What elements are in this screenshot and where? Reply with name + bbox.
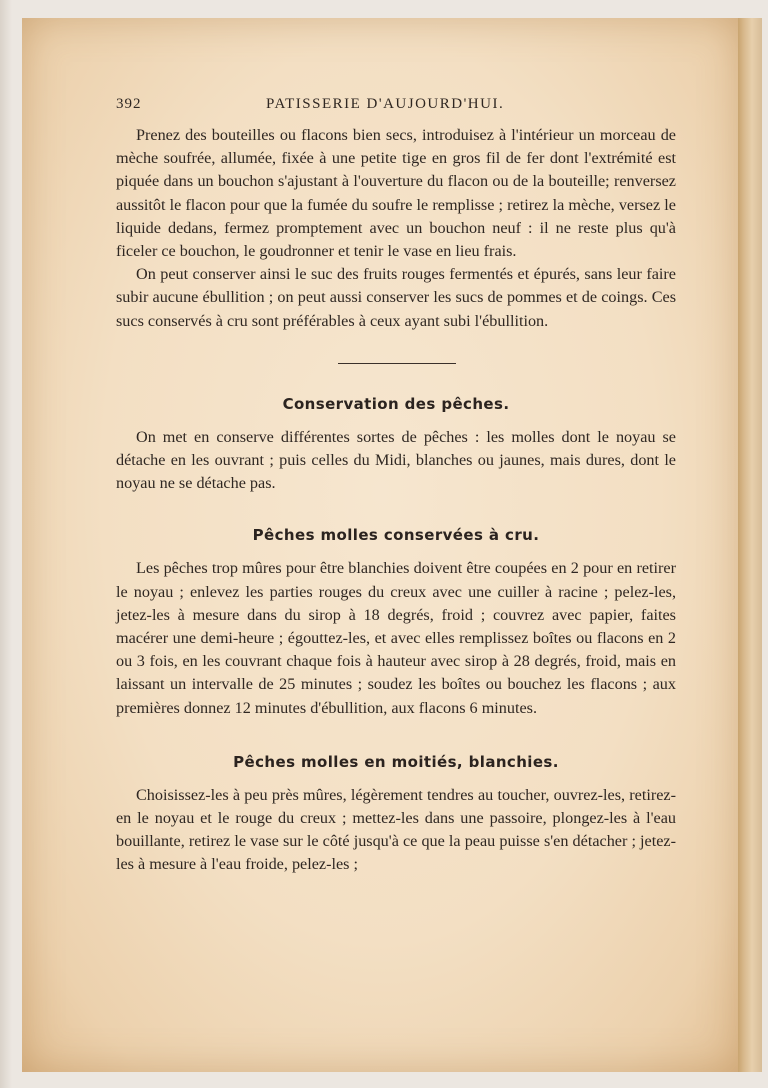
paragraph: On peut conserver ainsi le suc des fruits rouges fermentés et épurés, sans leur faire subir aucune ébullition ; on peut aussi conserver les sucs de pommes et de coings. Ces sucs conservés à cru sont préférables à ceux ayant subi l'ébullition. bbox=[116, 265, 676, 330]
section-divider bbox=[338, 363, 456, 364]
paragraph: Les pêches trop mûres pour être blanchies doivent être coupées en 2 pour en retirer le noyau ; enlevez les parties rouges du creux avec une cuiller à racine ; pelez-les, jetez-les à mesure dans du sirop à 18 degrés, froid ; couvrez avec papier, faites macérer une demi-heure ; égouttez-les, et avec elles remplissez boîtes ou flacons en 2 ou 3 fois, en les couvrant chaque fois à hauteur avec sirop à 28 degrés, froid, mais en laissant un intervalle de 25 minutes ; soudez les boîtes ou bouchez les flacons ; aux premières donnez 12 minutes d'ébullition, aux flacons 6 minutes. bbox=[116, 559, 676, 717]
section-body bbox=[96, 557, 676, 719]
intro-block bbox=[96, 124, 676, 333]
section-heading: Pêches molles en moitiés, blanchies. bbox=[233, 752, 559, 771]
section-heading: Pêches molles conservées à cru. bbox=[252, 526, 540, 545]
paragraph: Choisissez-les à peu près mûres, légèrement tendres au toucher, ouvrez-les, retirez-en le noyau et le rouge du creux ; mettez-les dans une passoire, plongez-les à l'eau bouillante, retirez le vase sur le côté jusqu'à ce que la peau puisse s'en détacher ; jetez-les à mesure à l'eau froide, pelez-les ; bbox=[116, 785, 676, 874]
section-body bbox=[96, 784, 676, 877]
paragraph: On met en conserve différentes sortes de pêches : les molles dont le noyau se détache en les ouvrant ; puis celles du Midi, blanches ou jaunes, mais dures, dont le noyau ne se détache pas. bbox=[116, 427, 676, 493]
section-heading: Conservation des pêches. bbox=[282, 394, 510, 413]
paragraph: Prenez des bouteilles ou flacons bien secs, introduisez à l'intérieur un morceau de mèche soufrée, allumée, fixée à une petite tige en gros fil de fer dont l'extrémité est piquée dans un bouchon s'ajustant à l'ouverture du flacon ou de la bouteille; renversez aussitôt le flacon pour que la fumée du soufre le remplisse ; retirez la mèche, versez le liquide dedans, fermez promptement avec un bouchon neuf : il ne reste plus qu'à ficeler ce bouchon, le goudronner et tenir le vase en lieu frais. bbox=[116, 126, 676, 261]
running-title: PATISSERIE D'AUJOURD'HUI. bbox=[266, 96, 505, 112]
page-edge bbox=[738, 18, 762, 1072]
running-head bbox=[96, 96, 678, 118]
page-number: 392 bbox=[116, 96, 142, 112]
section-body bbox=[96, 426, 676, 496]
page-content bbox=[96, 96, 678, 877]
